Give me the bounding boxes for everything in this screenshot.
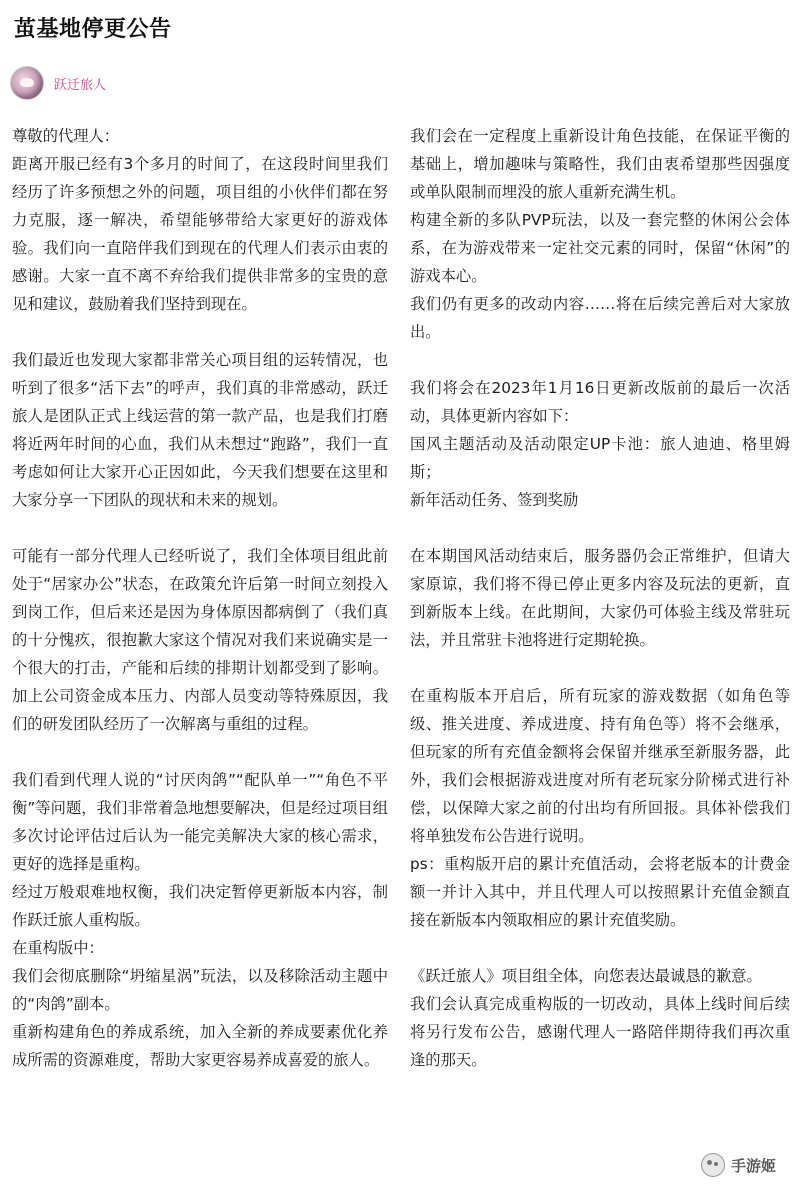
paragraph: 经过万般艰难地权衡，我们决定暂停更新版本内容，制作跃迁旅人重构版。 bbox=[12, 883, 388, 929]
paragraph: 新年活动任务、签到奖励 bbox=[410, 491, 579, 509]
author-name[interactable]: 跃迁旅人 bbox=[54, 77, 107, 93]
paragraph: 在重构版本开启后，所有玩家的游戏数据（如角色等级、推关进度、养成进度、持有角色等）将不会继承，但玩家的所有充值金额将会保留并继承至新服务器，此外，我们会根据游戏进度对所有老玩家分阶梯式进行补偿，以保障大家之前的付出均有所回报。具体补偿我们将单独发布公告进行说明。 bbox=[410, 687, 790, 845]
paragraph-gap bbox=[12, 318, 388, 346]
wechat-icon bbox=[701, 1153, 725, 1177]
page-title: 茧基地停更公告 bbox=[14, 17, 172, 42]
paragraph-gap bbox=[410, 514, 790, 542]
paragraph-gap bbox=[12, 738, 388, 766]
paragraph: 重新构建角色的养成系统，加入全新的养成要素优化养成所需的资源难度，帮助大家更容易养成喜爱的旅人。 bbox=[12, 1023, 388, 1069]
paragraph: 《跃迁旅人》项目组全体，向您表达最诚恳的歉意。 bbox=[410, 967, 762, 985]
paragraph: 尊敬的代理人： bbox=[12, 127, 120, 145]
avatar[interactable] bbox=[10, 66, 44, 100]
left-column bbox=[12, 122, 388, 1074]
paragraph: 我们会彻底删除“坍缩星涡”玩法，以及移除活动主题中的“肉鸽”副本。 bbox=[12, 967, 388, 1013]
paragraph: ps：重构版开启的累计充值活动，会将老版本的计费金额一并计入其中，并且代理人可以按照累计充值金额直接在新版本内领取相应的累计充值奖励。 bbox=[410, 855, 790, 929]
paragraph-gap bbox=[12, 514, 388, 542]
watermark bbox=[695, 1151, 782, 1179]
paragraph-gap bbox=[410, 934, 790, 962]
watermark-text: 手游姬 bbox=[730, 1156, 776, 1175]
right-column bbox=[410, 122, 790, 1074]
paragraph: 我们仍有更多的改动内容……将在后续完善后对大家放出。 bbox=[410, 295, 790, 341]
paragraph: 我们会认真完成重构版的一切改动，具体上线时间后续将另行发布公告，感谢代理人一路陪伴期待我们再次重逢的那天。 bbox=[410, 995, 790, 1069]
paragraph: 距离开服已经有3个多月的时间了，在这段时间里我们经历了许多预想之外的问题，项目组的小伙伴们都在努力克服，逐一解决，希望能够带给大家更好的游戏体验。我们向一直陪伴我们到现在的代理人们表示由衷的感谢。大家一直不离不弃给我们提供非常多的宝贵的意见和建议，鼓励着我们坚持到现在。 bbox=[12, 155, 388, 313]
paragraph: 可能有一部分代理人已经听说了，我们全体项目组此前处于“居家办公”状态，在政策允许后第一时间立刻投入到岗工作，但后来还是因为身体原因都病倒了（我们真的十分愧疚，很抱歉大家这个情况对我们来说确实是一个很大的打击，产能和后续的排期计划都受到了影响。加上公司资金成本压力、内部人员变动等特殊原因，我们的研发团队经历了一次解离与重组的过程。 bbox=[12, 547, 388, 733]
author-info bbox=[10, 66, 106, 100]
paragraph: 我们会在一定程度上重新设计角色技能，在保证平衡的基础上，增加趣味与策略性，我们由衷希望那些因强度或单队限制而埋没的旅人重新充满生机。 bbox=[410, 127, 790, 201]
paragraph: 国风主题活动及活动限定UP卡池：旅人迪迪、格里姆斯； bbox=[410, 435, 790, 481]
paragraph: 我们最近也发现大家都非常关心项目组的运转情况，也听到了很多“活下去”的呼声，我们真的非常感动，跃迁旅人是团队正式上线运营的第一款产品，也是我们打磨将近两年时间的心血，我们从未想过“跑路”，我们一直考虑如何让大家开心正因如此，今天我们想要在这里和大家分享一下团队的现状和未来的规划。 bbox=[12, 351, 388, 509]
paragraph: 我们将会在2023年1月16日更新改版前的最后一次活动，具体更新内容如下： bbox=[410, 379, 790, 425]
paragraph: 我们看到代理人说的“讨厌肉鸽”“配队单一”“角色不平衡”等问题，我们非常着急地想要解决，但是经过项目组多次讨论评估过后认为一能完美解决大家的核心需求，更好的选择是重构。 bbox=[12, 771, 388, 873]
paragraph: 构建全新的多队PVP玩法，以及一套完整的休闲公会体系，在为游戏带来一定社交元素的同时，保留“休闲”的游戏本心。 bbox=[410, 211, 790, 285]
paragraph: 在本期国风活动结束后，服务器仍会正常维护，但请大家原谅，我们将不得已停止更多内容及玩法的更新，直到新版本上线。在此期间，大家仍可体验主线及常驻玩法，并且常驻卡池将进行定期轮换。 bbox=[410, 547, 790, 649]
paragraph-gap bbox=[410, 346, 790, 374]
paragraph: 在重构版中： bbox=[12, 939, 104, 957]
paragraph-gap bbox=[410, 654, 790, 682]
